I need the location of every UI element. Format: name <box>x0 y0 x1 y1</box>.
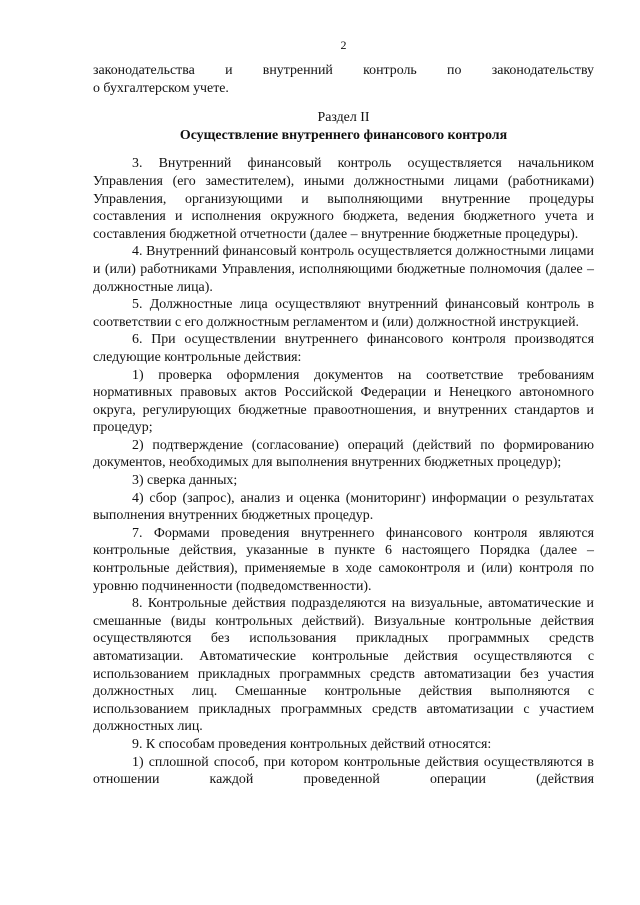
paragraph-4: 4. Внутренний финансовый контроль осуществляется должностными лицами и (или) работниками Управления, исполняющими бюджетные полномочия (далее – должностные лица). <box>93 244 594 295</box>
paragraph-7: 7. Формами проведения внутреннего финансового контроля являются контрольные действия, указанные в пункте 6 настоящего Порядка (далее – контрольные действия), применяемые в ходе самоконтроля и (или) контроля по уровню подчиненности (подведомственности). <box>93 525 594 594</box>
paragraph-6-item-1: 1) проверка оформления документов на соответствие требованиям нормативных правовых актов Российской Федерации и Ненецкого автономного округа, регулирующих бюджетные правоотношения, и внутренних стандартов и процедур; <box>93 367 594 436</box>
intro-line-2: о бухгалтерском учете. <box>93 80 229 96</box>
paragraph-6-item-4: 4) сбор (запрос), анализ и оценка (мониторинг) информации о результатах выполнения внутренних бюджетных процедур. <box>93 490 594 524</box>
paragraph-6-item-2: 2) подтверждение (согласование) операций (действий по формированию документов, необходимых для выполнения внутренних бюджетных процедур); <box>93 437 594 471</box>
intro-line-1: законодательства и внутренний контроль по законодательству <box>93 63 594 78</box>
paragraph-8: 8. Контрольные действия подразделяются на визуальные, автоматические и смешанные (виды контрольных действий). Визуальные контрольные действия осуществляются без использования прикладных программных средств автоматизации. Автоматические контрольные действия осуществляются с использованием прикладных программных средств автоматизации без участия должностных лиц. Смешанные контрольные действия выполняются с использованием прикладных программных средств автоматизации с участием должностных лиц. <box>93 596 594 735</box>
paragraph-3: 3. Внутренний финансовый контроль осуществляется начальником Управления (его заместителем), иными должностными лицами (работниками) Управления, организующими и выполняющими внутренние процедуры составления и исполнения окружного бюджета, ведения бюджетного учета и составления бюджетной отчетности (далее – внутренние бюджетные процедуры). <box>93 156 594 242</box>
paragraph-9-item-1: 1) сплошной способ, при котором контрольные действия осуществляются в отношении каждой проведенной операции (действия <box>93 754 594 788</box>
paragraph-6: 6. При осуществлении внутреннего финансового контроля производятся следующие контрольные действия: <box>93 332 594 365</box>
page-number: 2 <box>340 38 347 52</box>
paragraph-9: 9. К способам проведения контрольных действий относятся: <box>132 736 492 752</box>
section-label: Раздел II <box>317 110 370 126</box>
paragraph-6-item-3: 3) сверка данных; <box>132 473 238 489</box>
section-title: Осуществление внутреннего финансового контроля <box>179 127 508 143</box>
paragraph-5: 5. Должностные лица осуществляют внутренний финансовый контроль в соответствии с его должностным регламентом и (или) должностной инструкцией. <box>93 297 594 330</box>
